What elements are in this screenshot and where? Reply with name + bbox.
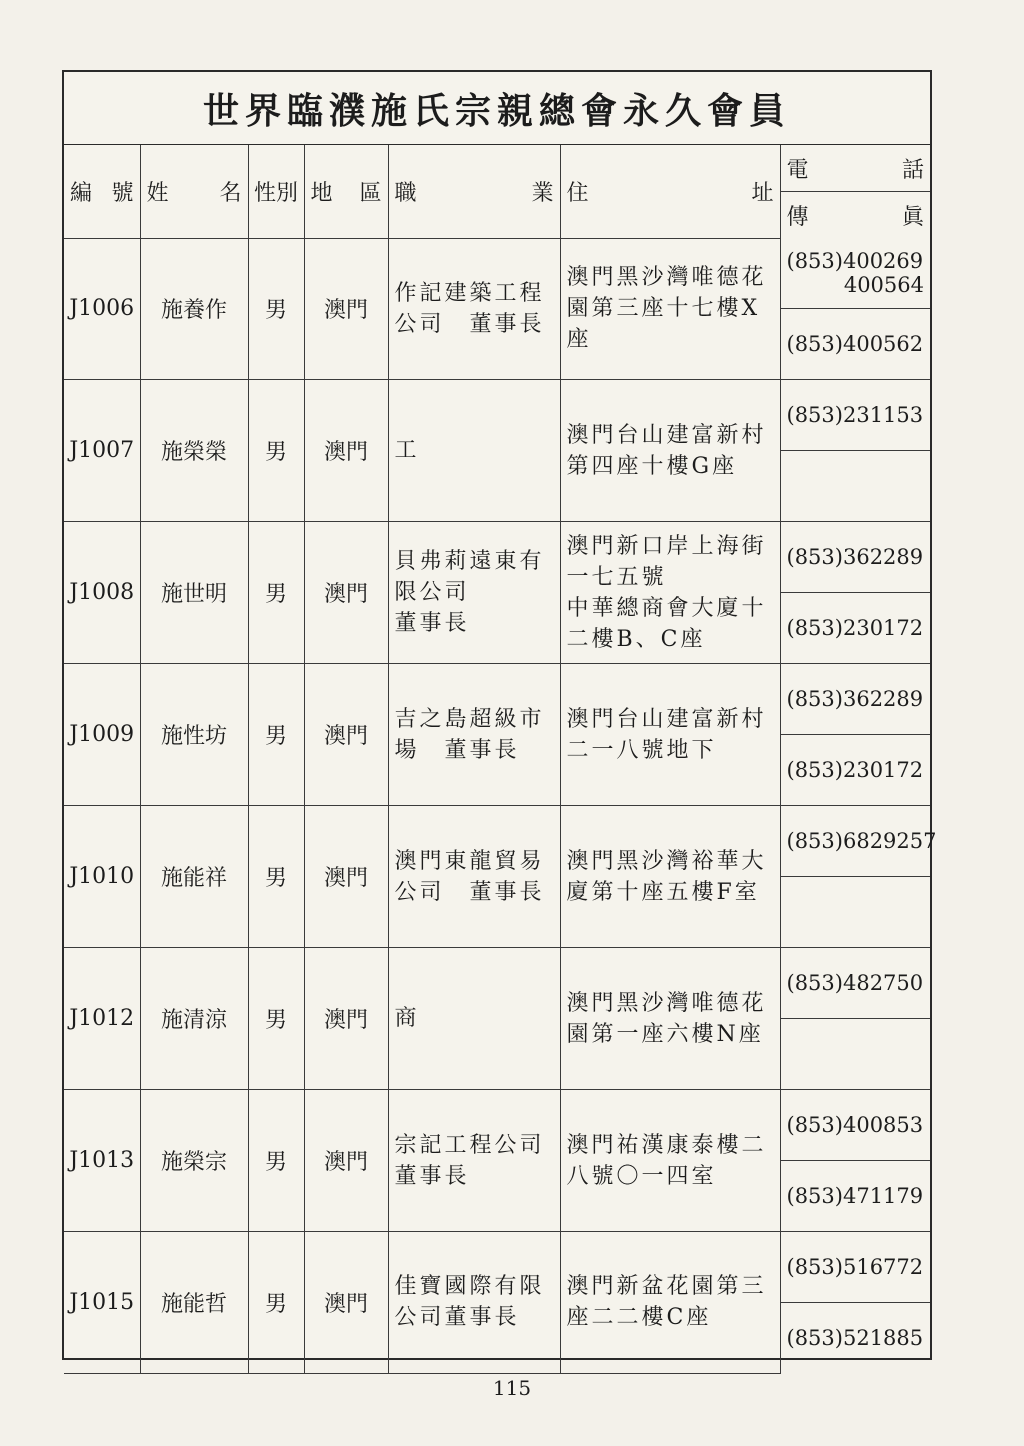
member-region: 澳門 (304, 1090, 388, 1232)
member-fax: (853)400562 (780, 309, 930, 380)
member-name: 施性坊 (140, 664, 248, 806)
member-fax (780, 451, 930, 522)
table-row (64, 522, 930, 593)
member-name: 施能祥 (140, 806, 248, 948)
member-address: 澳門台山建富新村二一八號地下 (560, 664, 780, 806)
member-phone: (853)6829257 (780, 806, 930, 877)
member-phone: (853)362289 (780, 522, 930, 593)
member-region: 澳門 (304, 806, 388, 948)
member-name: 施養作 (140, 238, 248, 380)
member-fax (780, 1019, 930, 1090)
member-occupation: 佳寶國際有限公司董事長 (388, 1232, 560, 1374)
header-gender: 性別 (248, 145, 304, 238)
header-id: 編 號 (64, 145, 140, 238)
member-region: 澳門 (304, 1232, 388, 1374)
member-fax: (853)521885 (780, 1303, 930, 1374)
member-address: 澳門祐漢康泰樓二八號〇一四室 (560, 1090, 780, 1232)
member-phone: (853)516772 (780, 1232, 930, 1303)
member-region: 澳門 (304, 238, 388, 380)
member-id: J1008 (64, 522, 140, 664)
page-number: 115 (492, 1376, 532, 1400)
table-row (64, 380, 930, 451)
table-row (64, 1090, 930, 1161)
member-gender: 男 (248, 238, 304, 380)
member-fax: (853)230172 (780, 735, 930, 806)
table-row (64, 806, 930, 877)
member-fax: (853)471179 (780, 1161, 930, 1232)
header-address: 住 址 (560, 145, 780, 238)
member-name: 施世明 (140, 522, 248, 664)
member-occupation: 宗記工程公司 董事長 (388, 1090, 560, 1232)
member-id: J1012 (64, 948, 140, 1090)
member-region: 澳門 (304, 664, 388, 806)
member-gender: 男 (248, 380, 304, 522)
header-phone: 電 話 (780, 145, 930, 192)
member-phone: (853)362289 (780, 664, 930, 735)
table-row (64, 664, 930, 735)
member-region: 澳門 (304, 522, 388, 664)
member-name: 施榮宗 (140, 1090, 248, 1232)
member-table-page (62, 70, 937, 1360)
member-name: 施清涼 (140, 948, 248, 1090)
member-gender: 男 (248, 522, 304, 664)
member-gender: 男 (248, 806, 304, 948)
member-address: 澳門台山建富新村第四座十樓G座 (560, 380, 780, 522)
member-region: 澳門 (304, 948, 388, 1090)
member-fax: (853)230172 (780, 593, 930, 664)
member-id: J1006 (64, 238, 140, 380)
member-phone: (853)400269 400564 (780, 238, 930, 309)
member-table (64, 145, 937, 1374)
member-id: J1009 (64, 664, 140, 806)
member-occupation: 作記建築工程公司 董事長 (388, 238, 560, 380)
member-name: 施能哲 (140, 1232, 248, 1374)
header-occupation: 職 業 (388, 145, 560, 238)
member-id: J1007 (64, 380, 140, 522)
member-id: J1010 (64, 806, 140, 948)
header-fax: 傳 眞 (780, 192, 930, 239)
member-region: 澳門 (304, 380, 388, 522)
header-region: 地 區 (304, 145, 388, 238)
page-title: 世界臨濮施氏宗親總會永久會員 (64, 72, 930, 145)
member-id: J1015 (64, 1232, 140, 1374)
member-gender: 男 (248, 664, 304, 806)
table-row (64, 948, 930, 1019)
member-phone: (853)482750 (780, 948, 930, 1019)
table-row (64, 238, 930, 309)
member-gender: 男 (248, 948, 304, 1090)
header-name: 姓 名 (140, 145, 248, 238)
member-address: 澳門新盆花園第三座二二樓C座 (560, 1232, 780, 1374)
member-occupation: 貝弗莉遠東有限公司 董事長 (388, 522, 560, 664)
member-occupation: 工 (388, 380, 560, 522)
member-occupation: 吉之島超級市場 董事長 (388, 664, 560, 806)
member-gender: 男 (248, 1232, 304, 1374)
member-address: 澳門黑沙灣裕華大廈第十座五樓F室 (560, 806, 780, 948)
member-address: 澳門黑沙灣唯德花園第三座十七樓X座 (560, 238, 780, 380)
member-fax (780, 877, 930, 948)
member-address: 澳門黑沙灣唯德花園第一座六樓N座 (560, 948, 780, 1090)
member-occupation: 商 (388, 948, 560, 1090)
member-phone: (853)231153 (780, 380, 930, 451)
member-gender: 男 (248, 1090, 304, 1232)
member-phone: (853)400853 (780, 1090, 930, 1161)
member-name: 施榮榮 (140, 380, 248, 522)
member-occupation: 澳門東龍貿易公司 董事長 (388, 806, 560, 948)
member-address: 澳門新口岸上海街一七五號 中華總商會大廈十二樓B、C座 (560, 522, 780, 664)
table-row (64, 1232, 930, 1303)
member-id: J1013 (64, 1090, 140, 1232)
